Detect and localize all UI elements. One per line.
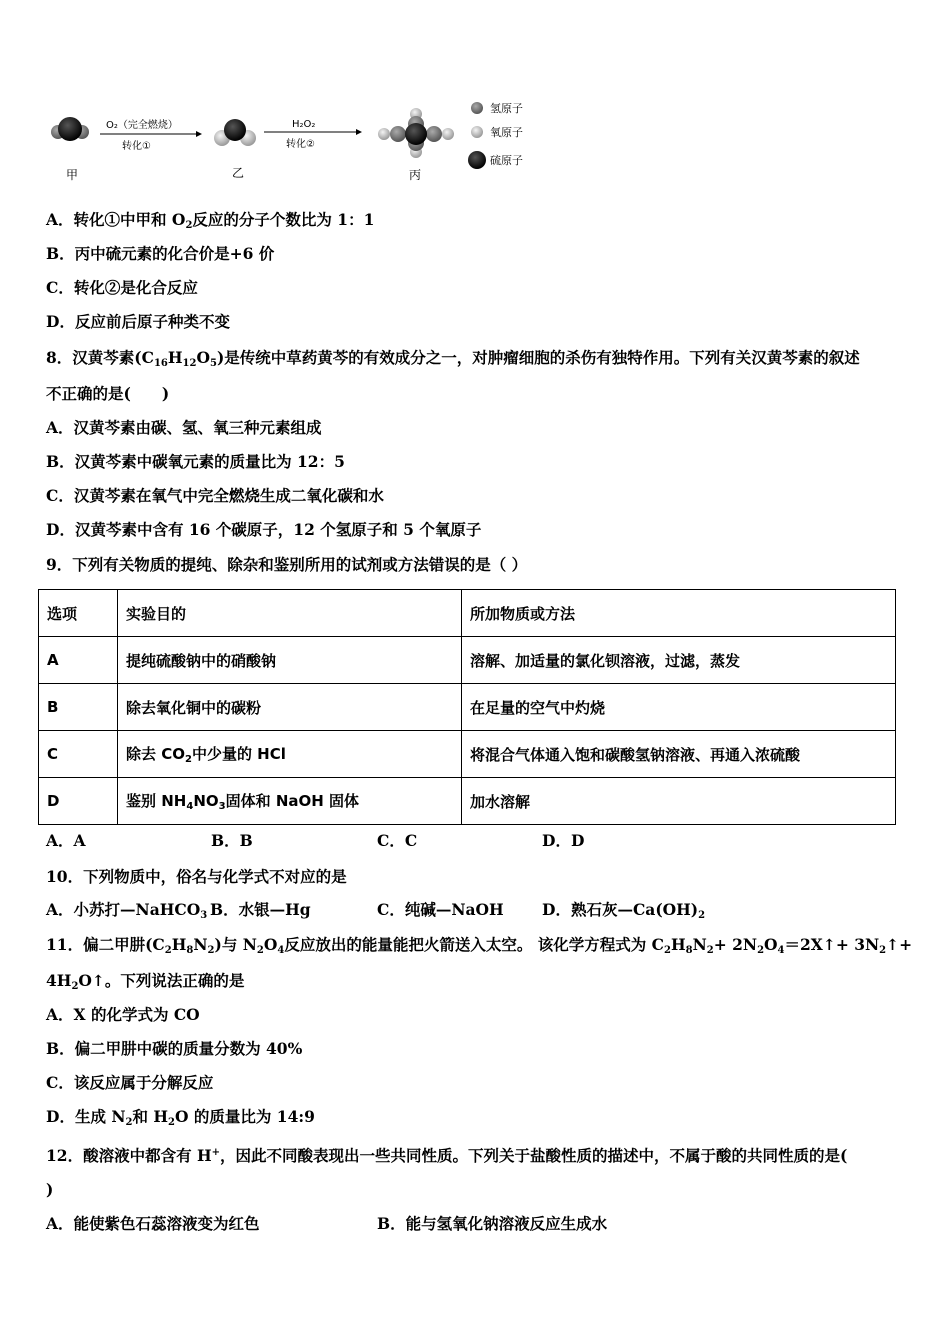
- q10-option-c: C．纯碱—NaOH: [377, 900, 504, 919]
- table-cell: C: [39, 731, 118, 778]
- q9-option-d: D．D: [542, 831, 585, 850]
- arrow-1-icon: [100, 131, 202, 137]
- q7-option-b: B．丙中硫元素的化合价是+6 价: [46, 244, 275, 263]
- label-yi: 乙: [232, 166, 245, 180]
- q9-stem: 9．下列有关物质的提纯、除杂和鉴别所用的试剂或方法错误的是（ ）: [46, 555, 528, 574]
- q9-option-a: A．A: [46, 831, 86, 850]
- q11-option-d: D．生成 $N_2$和 $H_2O$ 的质量比为 14:9: [46, 1107, 315, 1128]
- q8-stem-line2: 不正确的是( ): [46, 384, 170, 403]
- legend-h-icon: [471, 102, 483, 114]
- q8-option-d: D．汉黄芩素中含有 16 个碳原子，12 个氢原子和 5 个氧原子: [46, 520, 482, 539]
- table-cell: 加水溶解: [462, 778, 896, 825]
- table-cell: A: [39, 637, 118, 684]
- q11-stem-line1: 11．偏二甲肼$(C_2H_8N_2)$与 $N_2O_4$反应放出的能量能把火箭送入太空。 该化学方程式为 $C_2H_8N_2+$ $2N_2O_4=2X↑+$ $3N_2↑+$: [46, 935, 913, 956]
- q12-option-b: B．能与氢氧化钠溶液反应生成水: [377, 1214, 608, 1233]
- q10-option-a: A．小苏打—NaHCO$_3$: [46, 900, 208, 921]
- molecule-yi-icon: [214, 119, 256, 146]
- table-header-cell: 实验目的: [118, 590, 462, 637]
- q11-option-a: A．X 的化学式为 CO: [46, 1005, 200, 1024]
- legend-s-label: 硫原子: [490, 154, 523, 167]
- reaction-diagram: [40, 92, 540, 192]
- q7-option-a: A．转化①中甲和 $O_2$反应的分子个数比为 1：1: [46, 210, 375, 231]
- table-row: [39, 637, 896, 684]
- q11-option-b: B．偏二甲肼中碳的质量分数为 40%: [46, 1039, 303, 1058]
- table-header-cell: 所加物质或方法: [462, 590, 896, 637]
- q9-table: [38, 589, 896, 825]
- table-cell: 提纯硫酸钠中的硝酸钠: [118, 637, 462, 684]
- table-header-cell: 选项: [39, 590, 118, 637]
- legend-o-icon: [471, 126, 483, 138]
- table-row: [39, 684, 896, 731]
- q10-option-b: B．水银—Hg: [210, 900, 311, 919]
- q9-option-c: C．C: [377, 831, 418, 850]
- q8-option-c: C．汉黄芩素在氧气中完全燃烧生成二氧化碳和水: [46, 486, 384, 505]
- q12-option-a: A．能使紫色石蕊溶液变为红色: [46, 1214, 260, 1233]
- q11-option-c: C．该反应属于分解反应: [46, 1073, 214, 1092]
- table-cell: 溶解、加适量的氯化钡溶液，过滤，蒸发: [462, 637, 896, 684]
- q12-stem-line1: 12．酸溶液中都含有 H+，因此不同酸表现出一些共同性质。下列关于盐酸性质的描述中，不属于酸的共同性质的是(: [46, 1146, 848, 1165]
- q11-stem-line2: $4H_2O↑$。下列说法正确的是: [46, 971, 245, 992]
- table-cell: 除去氧化铜中的碳粉: [118, 684, 462, 731]
- table-header-row: [39, 590, 896, 637]
- arrow-2-top-label: H₂O₂: [292, 119, 316, 130]
- label-bing: 丙: [409, 168, 422, 182]
- legend-h-label: 氢原子: [490, 102, 523, 115]
- table-cell: B: [39, 684, 118, 731]
- legend-o-label: 氧原子: [490, 126, 523, 139]
- molecule-jia-icon: [51, 117, 89, 141]
- molecule-bing-icon: [378, 108, 454, 158]
- q8-option-a: A．汉黄芩素由碳、氢、氧三种元素组成: [46, 418, 322, 437]
- q10-stem: 10．下列物质中，俗名与化学式不对应的是: [46, 867, 347, 886]
- q7-option-d: D．反应前后原子种类不变: [46, 312, 230, 331]
- table-cell: 将混合气体通入饱和碳酸氢钠溶液、再通入浓硫酸: [462, 731, 896, 778]
- q8-stem-line1: 8．汉黄芩素$(C_{16}H_{12}O_5)$是传统中草药黄芩的有效成分之一，对肿瘤细胞的杀伤有独特作用。下列有关汉黄芩素的叙述: [46, 348, 860, 369]
- label-jia: 甲: [66, 168, 79, 182]
- q12-stem-line2: ): [46, 1180, 54, 1199]
- table-cell: 在足量的空气中灼烧: [462, 684, 896, 731]
- table-cell: 鉴别 $NH_4NO_3$固体和 NaOH 固体: [118, 778, 462, 825]
- arrow-1-top-label: O₂（完全燃烧）: [106, 120, 178, 131]
- table-row: [39, 731, 896, 778]
- q9-option-b: B．B: [211, 831, 253, 850]
- table-row: [39, 778, 896, 825]
- q7-option-c: C．转化②是化合反应: [46, 278, 198, 297]
- arrow-2-bottom-label: 转化②: [286, 139, 315, 150]
- table-cell: D: [39, 778, 118, 825]
- q10-option-d: D．熟石灰$—Ca(OH)_2$: [542, 900, 706, 921]
- legend-s-icon: [468, 151, 486, 169]
- arrow-1-bottom-label: 转化①: [122, 141, 151, 152]
- q8-option-b: B．汉黄芩素中碳氧元素的质量比为 12：5: [46, 452, 345, 471]
- table-cell: 除去 $CO_2$中少量的 HCl: [118, 731, 462, 778]
